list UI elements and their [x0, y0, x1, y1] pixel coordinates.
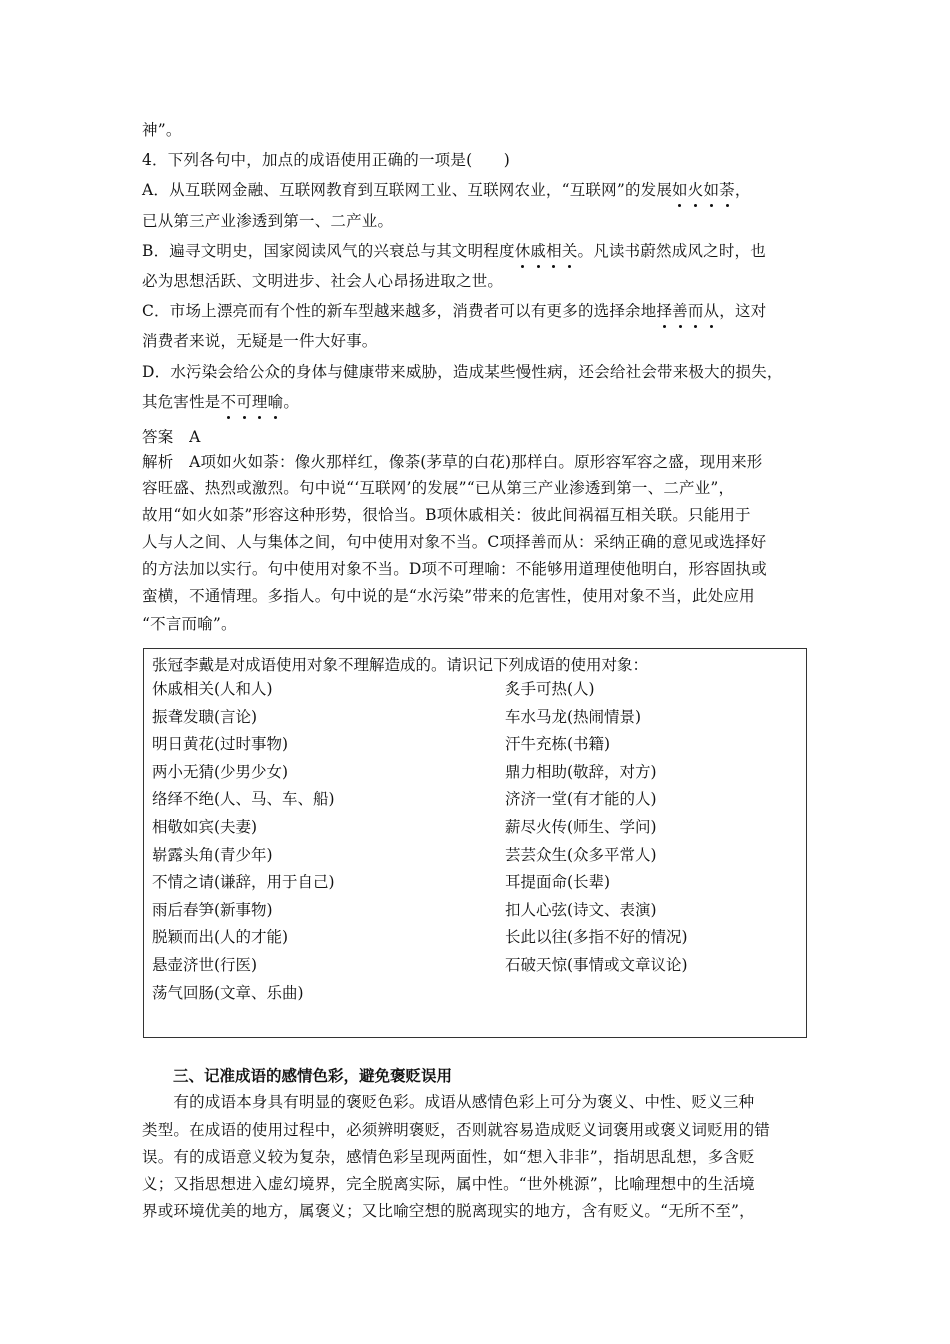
option-d-line-2: 其危害性是不可理喻。 — [142, 393, 300, 411]
option-a-line-2: 已从第三产业渗透到第一、二产业。 — [142, 212, 394, 230]
option-c-line-2: 消费者来说，无疑是一件大好事。 — [142, 332, 378, 350]
previous-text-tail: 神”。 — [142, 121, 182, 139]
list-item: 络绎不绝(人、马、车、船) — [152, 790, 335, 809]
list-item: 荡气回肠(文章、乐曲) — [152, 983, 304, 1002]
analysis-line: 解析 A项如火如荼：像火那样红，像荼(茅草的白花)那样白。原形容军容之盛，现用来形 — [142, 453, 763, 471]
option-c-line-1: C．市场上漂亮而有个性的新车型越来越多，消费者可以有更多的选择余地择善而从，这对 — [142, 302, 767, 320]
list-item: 汗牛充栋(书籍) — [505, 735, 611, 754]
dotted-idiom: 休戚相关 — [514, 242, 578, 260]
list-item: 耳提面命(长辈) — [505, 873, 611, 892]
answer-line: 答案 A — [142, 428, 201, 446]
list-item: 车水马龙(热闹情景) — [505, 707, 642, 726]
analysis-line: 的方法加以实行。句中使用对象不当。D项不可理喻：不能够用道理使他明白，形容固执或 — [142, 560, 767, 578]
section-heading: 三、记准成语的感情色彩，避免褒贬误用 — [173, 1067, 453, 1085]
list-item: 芸芸众生(众多平常人) — [505, 845, 657, 864]
list-item: 薪尽火传(师生、学问) — [505, 817, 657, 836]
list-item: 崭露头角(青少年) — [152, 845, 273, 864]
list-item: 雨后春笋(新事物) — [152, 900, 273, 919]
paragraph-line: 义；又指思想进入虚幻境界，完全脱离实际，属中性。“世外桃源”，比喻理想中的生活境 — [142, 1175, 755, 1193]
idiom-usage-box — [143, 648, 807, 1038]
list-item: 不情之请(谦辞，用于自己) — [152, 873, 335, 892]
list-item: 相敬如宾(夫妻) — [152, 817, 258, 836]
analysis-line: 故用“如火如荼”形容这种形势，很恰当。B项休戚相关：彼此间祸福互相关联。只能用于 — [142, 506, 751, 524]
list-item: 两小无猜(少男少女) — [152, 762, 289, 781]
option-b-line-1: B．遍寻文明史，国家阅读风气的兴衰总与其文明程度休戚相关。凡读书蔚然成风之时，也 — [142, 242, 766, 260]
analysis-line: 容旺盛、热烈或激烈。句中说“‘互联网’的发展”“已从第三产业渗透到第一、二产业”， — [142, 479, 735, 497]
dotted-idiom: 择善而从 — [656, 302, 720, 320]
dotted-idiom: 不可理喻 — [220, 393, 284, 411]
paragraph-line: 有的成语本身具有明显的褒贬色彩。成语从感情色彩上可分为褒义、中性、贬义三种 — [142, 1093, 755, 1111]
paragraph-line: 类型。在成语的使用过程中，必须辨明褒贬，否则就容易造成贬义词褒用或褒义词贬用的错 — [142, 1121, 771, 1139]
idiom-column-left — [152, 678, 335, 1009]
question-stem: 4．下列各句中，加点的成语使用正确的一项是( ) — [142, 151, 510, 169]
paragraph-line: 界或环境优美的地方，属褒义；又比喻空想的脱离现实的地方，含有贬义。“无所不至”， — [142, 1202, 755, 1220]
list-item: 脱颖而出(人的才能) — [152, 928, 289, 947]
list-item: 扣人心弦(诗文、表演) — [505, 900, 657, 919]
option-d-line-1: D．水污染会给公众的身体与健康带来威胁，造成某些慢性病，还会给社会带来极大的损失， — [142, 363, 783, 381]
list-item: 休戚相关(人和人) — [152, 680, 273, 698]
list-item: 悬壶济世(行医) — [152, 955, 258, 974]
option-a-line-1: A．从互联网金融、互联网教育到互联网工业、互联网农业，“互联网”的发展如火如荼， — [142, 181, 751, 199]
analysis-line: “不言而喻”。 — [142, 615, 237, 633]
analysis-line: 蛮横，不通情理。多指人。句中说的是“水污染”带来的危害性，使用对象不当，此处应用 — [142, 587, 755, 605]
analysis-line: 人与人之间、人与集体之间，句中使用对象不当。C项择善而从：采纳正确的意见或选择好 — [142, 533, 767, 551]
list-item: 炙手可热(人) — [505, 680, 595, 698]
list-item: 长此以往(多指不好的情况) — [505, 928, 688, 947]
option-b-line-2: 必为思想活跃、文明进步、社会人心昂扬进取之世。 — [142, 272, 504, 290]
paragraph-line: 误。有的成语意义较为复杂，感情色彩呈现两面性，如“想入非非”，指胡思乱想，多含贬 — [142, 1148, 755, 1166]
list-item: 明日黄花(过时事物) — [152, 735, 289, 754]
list-item: 振聋发聩(言论) — [152, 707, 258, 726]
list-item: 石破天惊(事情或文章议论) — [505, 955, 688, 974]
list-item: 济济一堂(有才能的人) — [505, 790, 657, 809]
dotted-idiom: 如火如荼 — [672, 181, 735, 199]
idiom-column-right — [505, 678, 688, 982]
list-item: 鼎力相助(敬辞，对方) — [505, 762, 657, 781]
box-intro: 张冠李戴是对成语使用对象不理解造成的。请识记下列成语的使用对象： — [152, 656, 649, 674]
